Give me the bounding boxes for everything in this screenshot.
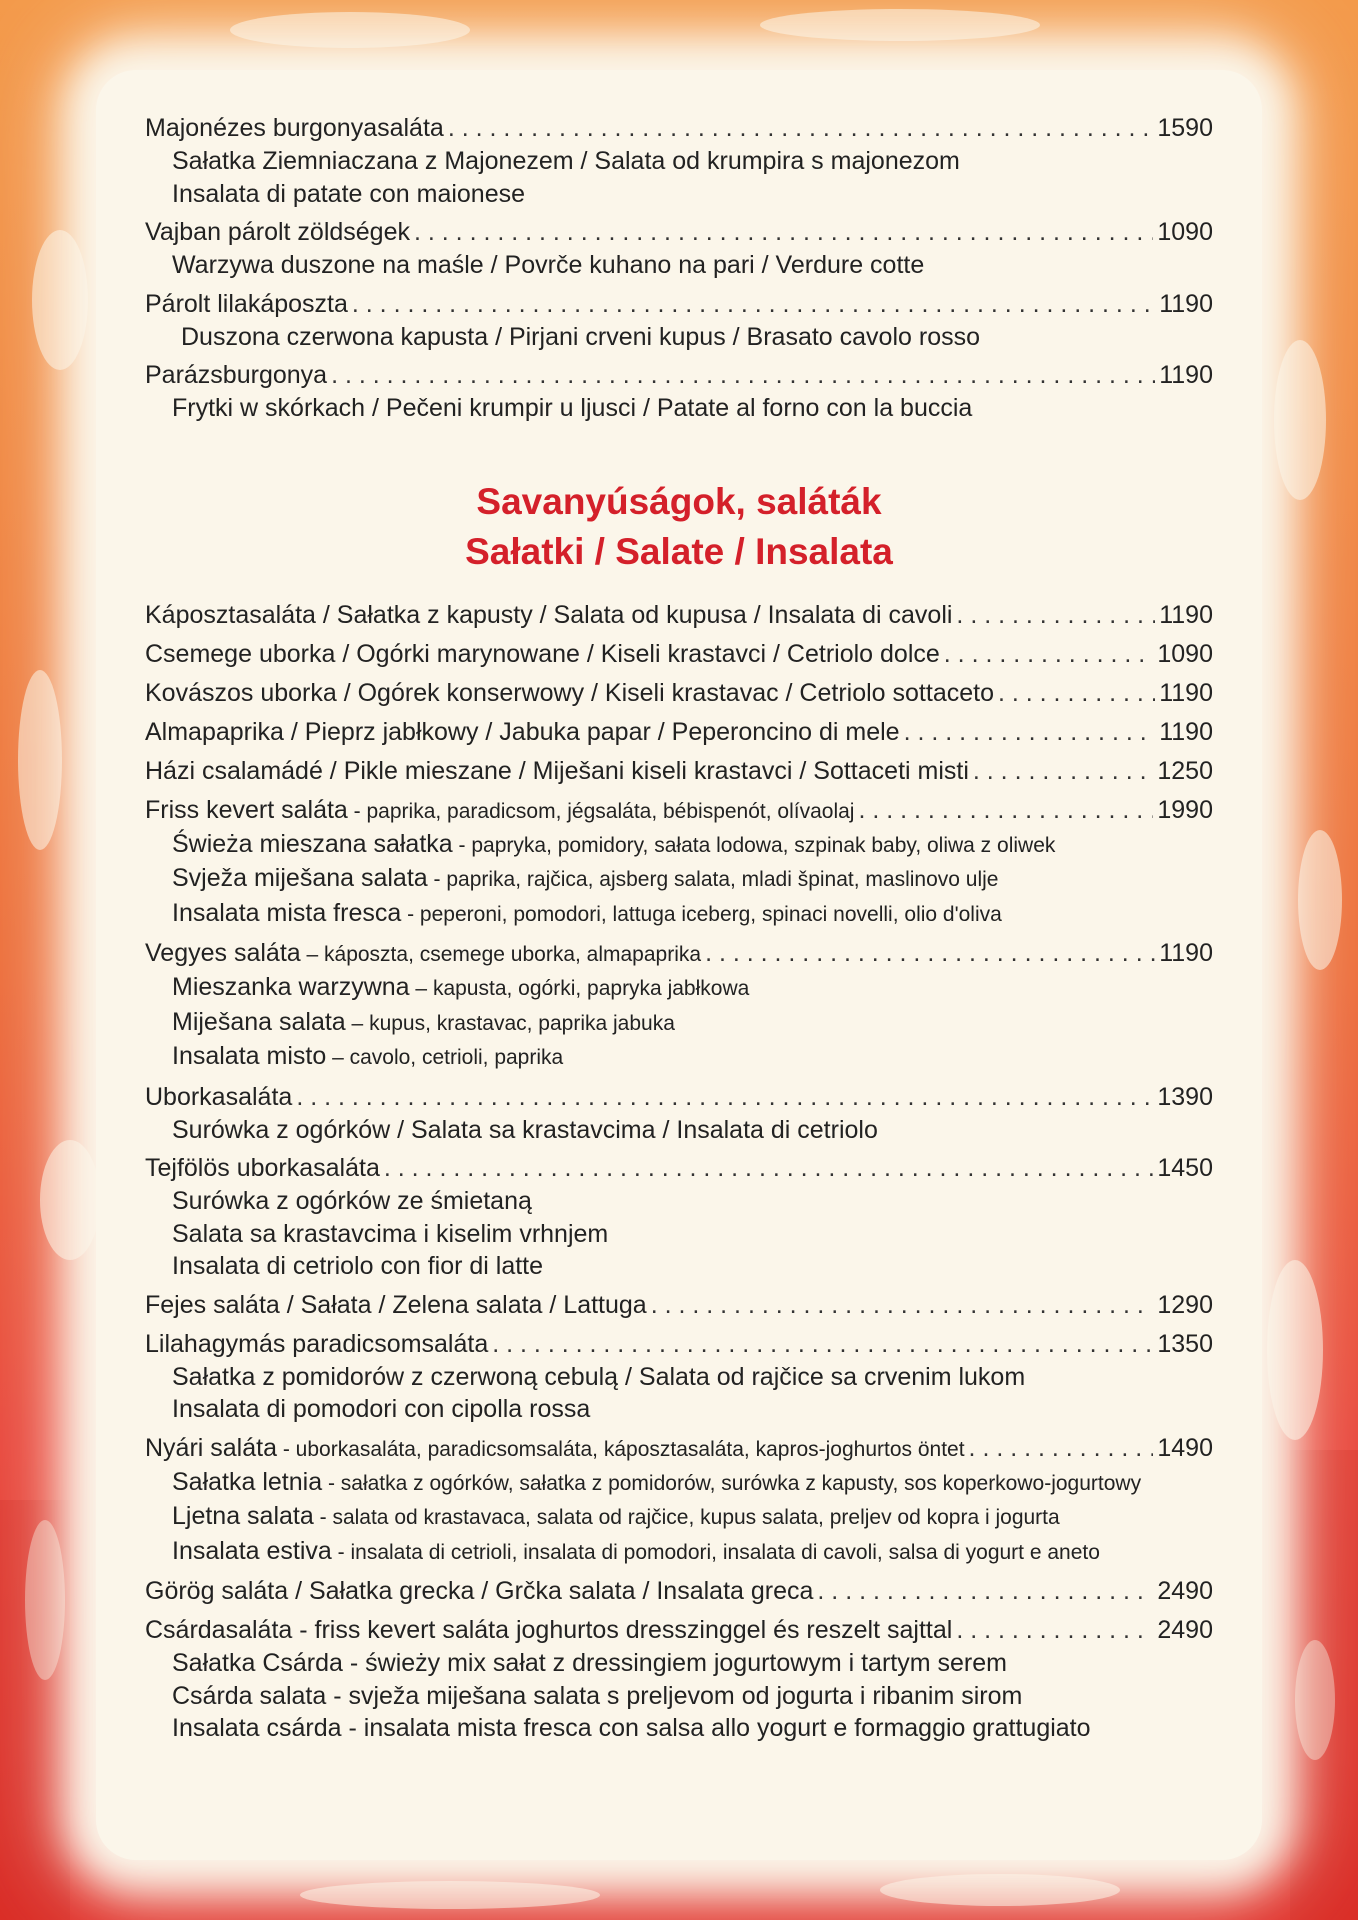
item-ingredients: - paprika, paradicsom, jégsaláta, bébispenót, olívaolaj	[347, 799, 855, 823]
item-translation: Frytki w skórkach / Pečeni krumpir u ljusci / Patate al forno con la buccia	[172, 394, 973, 422]
heading-line-2: Sałatki / Salate / Insalata	[465, 530, 893, 572]
item-name: Párolt lilakáposzta	[145, 289, 348, 318]
item-translation: Surówka z ogórków / Salata sa krastavcima / Insalata di cetriolo	[172, 1115, 878, 1144]
section-side-dishes	[145, 112, 1213, 425]
item-price: 1190	[1159, 361, 1213, 389]
menu-item	[145, 599, 1213, 632]
item-translation: Svježa miješana salata - paprika, rajčica, ajsberg salata, mladi špinat, maslinovo ulje	[172, 864, 999, 892]
item-price: 1190	[1159, 678, 1213, 707]
item-name: Házi csalamádé / Pikle mieszane / Miješani kiseli krastavci / Sottaceti misti	[145, 756, 969, 785]
item-name: Káposztasaláta / Sałatka z kapusty / Salata od kupusa / Insalata di cavoli	[145, 600, 953, 629]
section-salads	[145, 599, 1213, 1745]
item-price: 1290	[1157, 1290, 1213, 1319]
item-name: Kovászos uborka / Ogórek konserwowy / Kiseli krastavac / Cetriolo sottaceto	[145, 678, 994, 707]
item-price: 1090	[1157, 218, 1213, 246]
item-translation: Insalata di patate con maionese	[172, 179, 526, 208]
item-price: 1190	[1159, 939, 1213, 967]
menu-item	[145, 755, 1213, 788]
item-translation: Insalata mista fresca - peperoni, pomodori, lattuga iceberg, spinaci novelli, olio d'oliva	[172, 898, 1002, 927]
menu-item	[145, 1432, 1213, 1570]
menu-item	[145, 216, 1213, 282]
item-price: 1450	[1157, 1154, 1213, 1182]
menu-item	[145, 288, 1213, 354]
menu-item	[145, 1289, 1213, 1322]
item-price: 1490	[1157, 1433, 1213, 1462]
item-translation: Insalata di pomodori con cipolla rossa	[172, 1395, 591, 1423]
item-name: Tejfölös uborkasaláta	[145, 1154, 380, 1182]
item-ingredients: – káposzta, csemege uborka, almapaprika	[300, 943, 702, 966]
item-translation: Sałatka z pomidorów z czerwoną cebulą / Salata od rajčice sa crvenim lukom	[172, 1362, 1026, 1391]
item-translation: Insalata di cetriolo con fior di latte	[172, 1252, 544, 1280]
item-name: Fejes saláta / Sałata / Zelena salata / Lattuga	[145, 1290, 647, 1319]
item-price: 1390	[1157, 1082, 1213, 1111]
item-translation: Csárda salata - svježa miješana salata s preljevom od jogurta i ribanim sirom	[172, 1681, 1023, 1710]
item-translation: Sałatka Ziemniaczana z Majonezem / Salata od krumpira s majonezom	[172, 147, 960, 175]
item-price: 1590	[1157, 114, 1213, 142]
menu-item	[145, 1152, 1213, 1283]
item-price: 1990	[1157, 795, 1213, 824]
menu-content	[145, 112, 1213, 1751]
heading-line-1: Savanyúságok, saláták	[476, 480, 882, 522]
item-name: Parázsburgonya	[145, 361, 328, 389]
item-translation: Sałatka letnia - sałatka z ogórków, sałatka z pomidorów, surówka z kapusty, sos koperkowo-jogurtowy	[172, 1467, 1142, 1496]
item-price: 1090	[1157, 639, 1213, 668]
item-translation: Miješana salata – kupus, krastavac, paprika jabuka	[172, 1007, 675, 1036]
item-translation: Sałatka Csárda - świeży mix sałat z dressingiem jogurtowym i tartym serem	[172, 1649, 1007, 1677]
item-price: 1350	[1157, 1329, 1213, 1358]
item-translation: Świeża mieszana sałatka - papryka, pomidory, sałata lodowa, szpinak baby, oliwa z oliwek	[172, 829, 1056, 858]
item-translation: Warzywa duszone na maśle / Povrče kuhano na pari / Verdure cotte	[172, 251, 925, 279]
item-name: Nyári saláta - uborkasaláta, paradicsomsaláta, káposztasaláta, kapros-joghurtos öntet	[145, 1433, 965, 1462]
item-name: Uborkasaláta	[145, 1082, 293, 1111]
item-name: Csárdasaláta - friss kevert saláta joghurtos dresszinggel és reszelt sajttal	[145, 1616, 953, 1644]
menu-item	[145, 794, 1213, 932]
item-name: Vajban párolt zöldségek	[145, 218, 410, 246]
item-translation: Surówka z ogórków ze śmietaną	[172, 1187, 532, 1215]
item-price: 1190	[1159, 717, 1213, 746]
item-translation: Mieszanka warzywna – kapusta, ogórki, papryka jabłkowa	[172, 973, 750, 1001]
menu-item	[145, 112, 1213, 210]
menu-item	[145, 716, 1213, 749]
item-translation: Insalata csárda - insalata mista fresca con salsa allo yogurt e formaggio grattugiato	[172, 1714, 1091, 1742]
menu-item	[145, 677, 1213, 710]
menu-item	[145, 937, 1213, 1075]
item-name: Csemege uborka / Ogórki marynowane / Kiseli krastavci / Cetriolo dolce	[145, 639, 940, 668]
item-ingredients: - uborkasaláta, paradicsomsaláta, káposztasaláta, kapros-joghurtos öntet	[277, 1437, 965, 1461]
item-translation: Ljetna salata - salata od krastavaca, salata od rajčice, kupus salata, preljev od kopra i jogurta	[172, 1502, 1060, 1530]
item-translation: Insalata misto – cavolo, cetrioli, paprika	[172, 1042, 564, 1070]
menu-item	[145, 1328, 1213, 1426]
section-heading	[145, 477, 1213, 577]
item-price: 1250	[1157, 756, 1213, 785]
menu-item	[145, 638, 1213, 671]
item-name: Majonézes burgonyasaláta	[145, 114, 444, 142]
item-translation: Salata sa krastavcima i kiselim vrhnjem	[172, 1219, 609, 1248]
item-price: 2490	[1157, 1577, 1213, 1605]
item-name: Lilahagymás paradicsomsaláta	[145, 1329, 489, 1358]
item-name: Almapaprika / Pieprz jabłkowy / Jabuka papar / Peperoncino di mele	[145, 717, 900, 746]
item-translation: Duszona czerwona kapusta / Pirjani crveni kupus / Brasato cavolo rosso	[181, 322, 980, 351]
item-price: 1190	[1159, 289, 1213, 318]
item-price: 2490	[1157, 1616, 1213, 1644]
item-name: Vegyes saláta – káposzta, csemege uborka, almapaprika	[145, 939, 702, 967]
item-translation: Insalata estiva - insalata di cetrioli, insalata di pomodori, insalata di cavoli, salsa di yogurt e aneto	[172, 1536, 1100, 1565]
menu-item	[145, 1081, 1213, 1147]
item-price: 1190	[1159, 600, 1213, 629]
menu-item	[145, 1614, 1213, 1745]
menu-item	[145, 359, 1213, 425]
item-name: Görög saláta / Sałatka grecka / Grčka salata / Insalata greca	[145, 1577, 814, 1605]
menu-item	[145, 1575, 1213, 1608]
item-name: Friss kevert saláta - paprika, paradicsom, jégsaláta, bébispenót, olívaolaj	[145, 795, 855, 824]
